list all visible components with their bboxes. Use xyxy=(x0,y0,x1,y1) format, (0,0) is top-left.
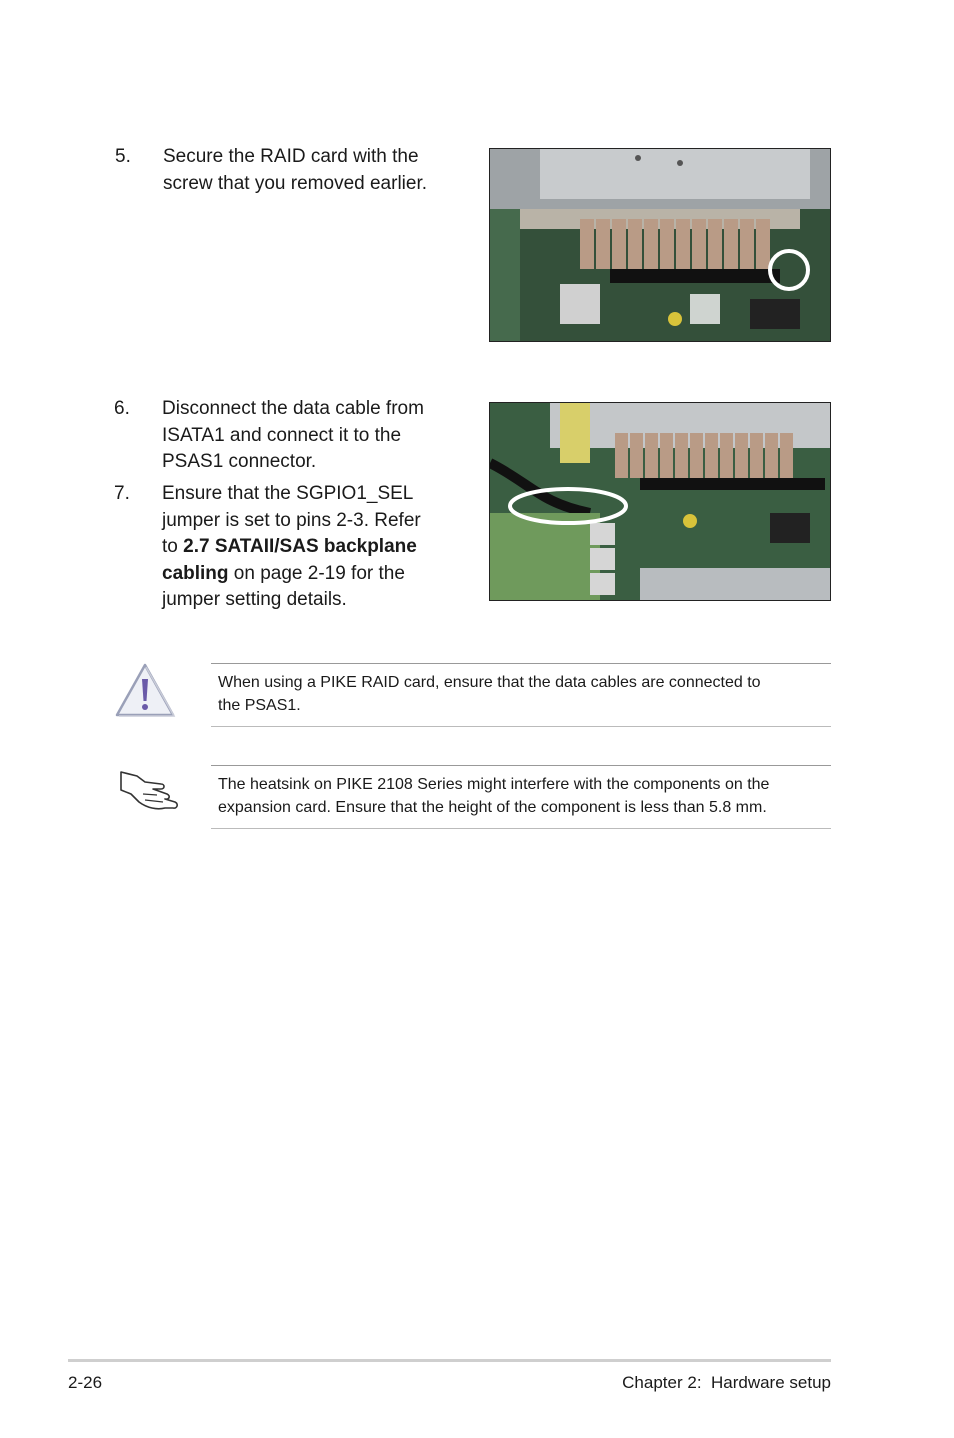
step-number: 7. xyxy=(114,483,130,504)
step-5 xyxy=(115,144,455,204)
step-text: Disconnect the data cable from ISATA1 and connect it to the PSAS1 connector. xyxy=(162,398,424,472)
step-text: Ensure that the SGPIO1_SEL jumper is set to pins 2-3. Refer to 2.7 SATAII/SAS backplane cabling on page 2-19 for the jumper setting details. xyxy=(162,483,421,610)
section-reference: 2.7 SATAII/SAS backplane xyxy=(183,536,417,557)
footer-divider xyxy=(68,1359,831,1362)
chapter-title: Chapter 2: Hardware setup xyxy=(622,1373,831,1392)
step-text: Secure the RAID card with the screw that you removed earlier. xyxy=(163,146,428,194)
hand-pointing-icon xyxy=(117,764,181,814)
step-number: 6. xyxy=(114,398,130,419)
step-7 xyxy=(114,481,454,616)
raid-card-screw-photo xyxy=(489,148,831,342)
page-number: 2-26 xyxy=(68,1373,103,1392)
psas1-connector-photo xyxy=(489,402,831,601)
warning-icon xyxy=(113,661,177,719)
step-number: 5. xyxy=(115,146,131,167)
section-reference: cabling xyxy=(162,562,229,584)
note-warning: When using a PIKE RAID card, ensure that the data cables are connected to the PSAS1. xyxy=(211,663,831,727)
note-hint: The heatsink on PIKE 2108 Series might interfere with the components on the expansion card. Ensure that the height of the component is less than 5.8 mm. xyxy=(211,765,831,829)
step-6 xyxy=(114,396,454,476)
